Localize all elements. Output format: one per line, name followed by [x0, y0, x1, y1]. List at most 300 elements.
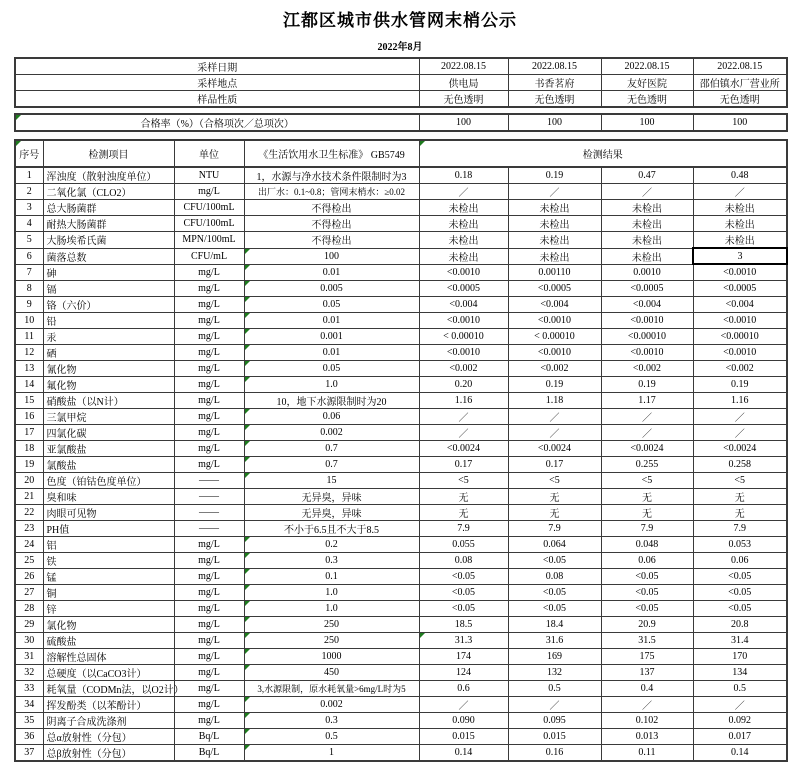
info-value: 2022.08.15 — [601, 58, 693, 75]
cell-index: 27 — [15, 584, 43, 600]
info-label: 采样日期 — [15, 58, 419, 75]
cell-standard: 250 — [244, 616, 419, 632]
table-row — [15, 664, 787, 680]
cell-value: <0.002 — [508, 360, 601, 376]
cell-unit: —— — [174, 472, 244, 488]
cell-value: <0.0024 — [419, 440, 508, 456]
cell-value: 0.258 — [693, 456, 787, 472]
cell-item: 三氯甲烷 — [43, 408, 174, 424]
cell-standard: 不得检出 — [244, 216, 419, 232]
table-row — [15, 616, 787, 632]
cell-value: ／ — [693, 696, 787, 712]
cell-value: <0.00010 — [601, 328, 693, 344]
cell-value: 0.47 — [601, 167, 693, 184]
cell-value: <0.0010 — [419, 312, 508, 328]
table-row — [15, 264, 787, 280]
cell-unit: —— — [174, 520, 244, 536]
cell-value: ／ — [419, 184, 508, 200]
table-row — [15, 360, 787, 376]
cell-item: PH值 — [43, 520, 174, 536]
cell-item: 硝酸盐（以N计） — [43, 392, 174, 408]
cell-value: 未检出 — [693, 200, 787, 216]
cell-value: 1.17 — [601, 392, 693, 408]
header-unit: 单位 — [174, 140, 244, 167]
info-value: 无色透明 — [508, 91, 601, 108]
cell-standard: 0.3 — [244, 552, 419, 568]
cell-value: <5 — [601, 472, 693, 488]
cell-unit: mg/L — [174, 552, 244, 568]
cell-index: 26 — [15, 568, 43, 584]
cell-value: ／ — [601, 424, 693, 440]
cell-index: 10 — [15, 312, 43, 328]
table-row — [15, 376, 787, 392]
cell-value: 7.9 — [693, 520, 787, 536]
cell-value: 0.015 — [508, 728, 601, 744]
cell-value: 未检出 — [601, 216, 693, 232]
table-row — [15, 744, 787, 761]
cell-value: 20.8 — [693, 616, 787, 632]
cell-standard: 0.01 — [244, 264, 419, 280]
cell-standard: 0.005 — [244, 280, 419, 296]
cell-item: 砷 — [43, 264, 174, 280]
cell-unit: CFU/100mL — [174, 200, 244, 216]
cell-value: 无 — [693, 488, 787, 504]
cell-item: 氟化物 — [43, 376, 174, 392]
cell-index: 4 — [15, 216, 43, 232]
cell-value: 0.06 — [601, 552, 693, 568]
cell-value: 18.4 — [508, 616, 601, 632]
cell-value: 未检出 — [419, 200, 508, 216]
cell-item: 臭和味 — [43, 488, 174, 504]
cell-index: 7 — [15, 264, 43, 280]
table-row — [15, 536, 787, 552]
cell-item: 镉 — [43, 280, 174, 296]
info-value: 友好医院 — [601, 75, 693, 91]
pass-rate-value: 100 — [601, 114, 693, 131]
cell-value: 7.9 — [601, 520, 693, 536]
cell-value: 无 — [508, 488, 601, 504]
cell-value: 0.053 — [693, 536, 787, 552]
cell-item: 总β放射性（分包） — [43, 744, 174, 761]
table-row — [15, 568, 787, 584]
cell-value: ／ — [419, 408, 508, 424]
pass-rate-value: 100 — [419, 114, 508, 131]
cell-value: 0.19 — [693, 376, 787, 392]
table-row — [15, 200, 787, 216]
cell-value: 1.16 — [419, 392, 508, 408]
table-row — [15, 440, 787, 456]
cell-value: <0.05 — [508, 600, 601, 616]
cell-standard: 不小于6.5且不大于8.5 — [244, 520, 419, 536]
cell-value: <0.05 — [601, 568, 693, 584]
cell-unit: Bq/L — [174, 728, 244, 744]
cell-item: 肉眼可见物 — [43, 504, 174, 520]
cell-item: 铅 — [43, 312, 174, 328]
cell-value: 未检出 — [419, 248, 508, 264]
cell-value: 7.9 — [508, 520, 601, 536]
cell-value: 0.5 — [693, 680, 787, 696]
cell-value: 0.20 — [419, 376, 508, 392]
cell-index: 20 — [15, 472, 43, 488]
cell-value: <0.00010 — [693, 328, 787, 344]
cell-unit: mg/L — [174, 408, 244, 424]
cell-index: 15 — [15, 392, 43, 408]
cell-value: 0.08 — [419, 552, 508, 568]
info-row — [15, 58, 787, 75]
cell-item: 氰化物 — [43, 360, 174, 376]
cell-value: 未检出 — [508, 216, 601, 232]
cell-value: 0.11 — [601, 744, 693, 761]
cell-value: 0.048 — [601, 536, 693, 552]
cell-index: 29 — [15, 616, 43, 632]
cell-item: 氯化物 — [43, 616, 174, 632]
table-row — [15, 520, 787, 536]
cell-standard: 0.7 — [244, 456, 419, 472]
cell-item: 色度（铂钴色度单位） — [43, 472, 174, 488]
cell-index: 34 — [15, 696, 43, 712]
sampling-info-body — [15, 58, 787, 107]
cell-value: 0.19 — [508, 167, 601, 184]
cell-unit: mg/L — [174, 360, 244, 376]
cell-unit: mg/L — [174, 696, 244, 712]
cell-item: 铝 — [43, 536, 174, 552]
cell-item: 浑浊度（散射浊度单位） — [43, 167, 174, 184]
cell-unit: mg/L — [174, 712, 244, 728]
cell-value: ／ — [693, 424, 787, 440]
cell-unit: mg/L — [174, 568, 244, 584]
table-row — [15, 696, 787, 712]
pass-rate-table — [14, 113, 788, 132]
table-row — [15, 296, 787, 312]
info-value: 邵伯镇水厂营业所 — [693, 75, 787, 91]
pass-rate-label: 合格率（%）（合格项次／总项次） — [15, 114, 419, 131]
cell-index: 9 — [15, 296, 43, 312]
table-row — [15, 184, 787, 200]
cell-index: 6 — [15, 248, 43, 264]
cell-standard: 0.5 — [244, 728, 419, 744]
cell-value: 无 — [601, 504, 693, 520]
cell-standard: 不得检出 — [244, 232, 419, 249]
cell-index: 28 — [15, 600, 43, 616]
cell-standard: 1 — [244, 744, 419, 761]
cell-index: 11 — [15, 328, 43, 344]
table-row — [15, 712, 787, 728]
cell-index: 23 — [15, 520, 43, 536]
table-row — [15, 632, 787, 648]
cell-item: 耗氧量（CODMn法，以O2计） — [43, 680, 174, 696]
cell-standard: 0.01 — [244, 312, 419, 328]
cell-value: 0.0010 — [601, 264, 693, 280]
table-row — [15, 232, 787, 249]
cell-value: 174 — [419, 648, 508, 664]
cell-standard: 0.05 — [244, 360, 419, 376]
cell-value: <0.004 — [693, 296, 787, 312]
cell-standard: 无异臭，异味 — [244, 504, 419, 520]
cell-unit: mg/L — [174, 184, 244, 200]
cell-unit: mg/L — [174, 440, 244, 456]
cell-value: <0.0024 — [601, 440, 693, 456]
info-value: 无色透明 — [419, 91, 508, 108]
cell-value: <0.0005 — [601, 280, 693, 296]
cell-value: 31.5 — [601, 632, 693, 648]
cell-value: 未检出 — [508, 232, 601, 249]
cell-value: ／ — [419, 424, 508, 440]
cell-unit: mg/L — [174, 536, 244, 552]
cell-value: <0.004 — [601, 296, 693, 312]
cell-item: 硫酸盐 — [43, 632, 174, 648]
cell-value: 未检出 — [693, 232, 787, 249]
cell-value: <5 — [693, 472, 787, 488]
cell-standard: 100 — [244, 248, 419, 264]
cell-standard: 1，水源与净水技术条件限制时为3 — [244, 167, 419, 184]
cell-value: <5 — [419, 472, 508, 488]
cell-standard: 0.002 — [244, 696, 419, 712]
cell-value: 18.5 — [419, 616, 508, 632]
cell-value: 169 — [508, 648, 601, 664]
cell-unit: mg/L — [174, 616, 244, 632]
cell-standard: 0.001 — [244, 328, 419, 344]
cell-value: 0.17 — [508, 456, 601, 472]
cell-item: 大肠埃希氏菌 — [43, 232, 174, 249]
info-value: 书香茗府 — [508, 75, 601, 91]
cell-unit: NTU — [174, 167, 244, 184]
cell-item: 总α放射性（分包） — [43, 728, 174, 744]
cell-value: 31.3 — [419, 632, 508, 648]
table-row — [15, 167, 787, 184]
cell-value: 未检出 — [601, 200, 693, 216]
cell-item: 耐热大肠菌群 — [43, 216, 174, 232]
cell-index: 22 — [15, 504, 43, 520]
cell-value: 0.064 — [508, 536, 601, 552]
cell-unit: mg/L — [174, 648, 244, 664]
cell-standard: 1000 — [244, 648, 419, 664]
table-row — [15, 472, 787, 488]
header-results: 检测结果 — [419, 140, 787, 167]
cell-unit: mg/L — [174, 584, 244, 600]
cell-index: 2 — [15, 184, 43, 200]
cell-value: 无 — [508, 504, 601, 520]
cell-standard: 出厂水：0.1~0.8；管网末梢水：≥0.02 — [244, 184, 419, 200]
cell-index: 31 — [15, 648, 43, 664]
sampling-info-table — [14, 57, 788, 108]
table-row — [15, 488, 787, 504]
cell-index: 30 — [15, 632, 43, 648]
cell-value: 20.9 — [601, 616, 693, 632]
cell-value: 无 — [693, 504, 787, 520]
pass-rate-value: 100 — [693, 114, 787, 131]
cell-value: 3 — [693, 248, 787, 264]
cell-index: 3 — [15, 200, 43, 216]
table-row — [15, 680, 787, 696]
cell-value: ／ — [508, 408, 601, 424]
table-row — [15, 600, 787, 616]
cell-standard: 10，地下水源限制时为20 — [244, 392, 419, 408]
cell-unit: —— — [174, 504, 244, 520]
cell-value: 无 — [419, 504, 508, 520]
cell-value: <0.0005 — [419, 280, 508, 296]
info-row — [15, 75, 787, 91]
cell-item: 铜 — [43, 584, 174, 600]
cell-standard: 3,水源限制，原水耗氧量>6mg/L时为5 — [244, 680, 419, 696]
page-subtitle: 2022年8月 — [377, 42, 423, 53]
cell-value: 0.19 — [601, 376, 693, 392]
pass-rate-value: 100 — [508, 114, 601, 131]
cell-value: <0.002 — [601, 360, 693, 376]
header-standard: 《生活饮用水卫生标准》 GB5749 — [244, 140, 419, 167]
cell-value: <0.002 — [419, 360, 508, 376]
table-row — [15, 584, 787, 600]
cell-index: 24 — [15, 536, 43, 552]
cell-value: ／ — [508, 696, 601, 712]
cell-value: <0.0010 — [419, 344, 508, 360]
cell-value: <0.05 — [601, 584, 693, 600]
cell-value: <0.0010 — [693, 312, 787, 328]
cell-standard: 0.2 — [244, 536, 419, 552]
info-value: 无色透明 — [601, 91, 693, 108]
info-value: 无色透明 — [693, 91, 787, 108]
cell-value: <0.0010 — [693, 264, 787, 280]
cell-value: 未检出 — [508, 200, 601, 216]
cell-standard: 0.3 — [244, 712, 419, 728]
cell-value: <0.0010 — [508, 312, 601, 328]
table-row — [15, 424, 787, 440]
cell-unit: mg/L — [174, 632, 244, 648]
cell-value: ／ — [508, 424, 601, 440]
cell-item: 锌 — [43, 600, 174, 616]
cell-value: <0.0005 — [508, 280, 601, 296]
cell-unit: CFU/100mL — [174, 216, 244, 232]
main-table — [14, 139, 788, 762]
cell-value: 137 — [601, 664, 693, 680]
cell-value: <0.0024 — [693, 440, 787, 456]
cell-standard: 1.0 — [244, 600, 419, 616]
cell-value: 0.17 — [419, 456, 508, 472]
cell-unit: Bq/L — [174, 744, 244, 761]
cell-value: ／ — [419, 696, 508, 712]
cell-value: < 0.00010 — [508, 328, 601, 344]
table-row — [15, 344, 787, 360]
cell-value: 132 — [508, 664, 601, 680]
info-row — [15, 91, 787, 108]
cell-standard: 15 — [244, 472, 419, 488]
cell-value: 0.19 — [508, 376, 601, 392]
cell-value: 0.06 — [693, 552, 787, 568]
table-row — [15, 280, 787, 296]
header-item: 检测项目 — [43, 140, 174, 167]
cell-value: 31.6 — [508, 632, 601, 648]
cell-value: < 0.00010 — [419, 328, 508, 344]
cell-standard: 250 — [244, 632, 419, 648]
cell-standard: 0.7 — [244, 440, 419, 456]
cell-value: 0.013 — [601, 728, 693, 744]
cell-standard: 0.06 — [244, 408, 419, 424]
cell-value: 31.4 — [693, 632, 787, 648]
cell-value: 0.6 — [419, 680, 508, 696]
cell-value: 0.08 — [508, 568, 601, 584]
cell-value: <0.0024 — [508, 440, 601, 456]
cell-value: <0.05 — [419, 584, 508, 600]
cell-standard: 1.0 — [244, 376, 419, 392]
cell-standard: 0.01 — [244, 344, 419, 360]
cell-index: 25 — [15, 552, 43, 568]
cell-value: 0.090 — [419, 712, 508, 728]
cell-item: 菌落总数 — [43, 248, 174, 264]
cell-value: 0.14 — [419, 744, 508, 761]
page-title: 江都区城市供水管网末梢公示 — [283, 11, 517, 30]
cell-value: <0.05 — [601, 600, 693, 616]
cell-unit: mg/L — [174, 312, 244, 328]
table-row — [15, 728, 787, 744]
cell-unit: mg/L — [174, 328, 244, 344]
info-value: 2022.08.15 — [419, 58, 508, 75]
cell-value: 0.015 — [419, 728, 508, 744]
table-row — [15, 216, 787, 232]
cell-value: 0.00110 — [508, 264, 601, 280]
cell-unit: mg/L — [174, 296, 244, 312]
cell-unit: MPN/100mL — [174, 232, 244, 249]
cell-value: <0.05 — [693, 600, 787, 616]
cell-index: 1 — [15, 167, 43, 184]
cell-value: 0.5 — [508, 680, 601, 696]
info-value: 2022.08.15 — [693, 58, 787, 75]
cell-value: ／ — [693, 184, 787, 200]
cell-value: 1.18 — [508, 392, 601, 408]
cell-standard: 不得检出 — [244, 200, 419, 216]
cell-item: 二氧化氯（CLO2） — [43, 184, 174, 200]
cell-standard: 无异臭，异味 — [244, 488, 419, 504]
cell-value: 0.095 — [508, 712, 601, 728]
cell-value: ／ — [508, 184, 601, 200]
cell-value: 7.9 — [419, 520, 508, 536]
cell-value: 0.18 — [419, 167, 508, 184]
cell-value: 0.48 — [693, 167, 787, 184]
table-row — [15, 456, 787, 472]
cell-index: 5 — [15, 232, 43, 249]
cell-value: <0.002 — [693, 360, 787, 376]
cell-standard: 450 — [244, 664, 419, 680]
table-row — [15, 408, 787, 424]
cell-index: 21 — [15, 488, 43, 504]
header-index: 序号 — [15, 140, 43, 167]
cell-value: 0.16 — [508, 744, 601, 761]
cell-index: 16 — [15, 408, 43, 424]
cell-value: <0.004 — [419, 296, 508, 312]
cell-value: 无 — [601, 488, 693, 504]
cell-unit: mg/L — [174, 392, 244, 408]
info-label: 样品性质 — [15, 91, 419, 108]
cell-index: 12 — [15, 344, 43, 360]
cell-value: <0.05 — [419, 600, 508, 616]
cell-value: <0.05 — [693, 568, 787, 584]
cell-value: 0.092 — [693, 712, 787, 728]
cell-unit: mg/L — [174, 264, 244, 280]
table-row — [15, 248, 787, 264]
cell-item: 硒 — [43, 344, 174, 360]
cell-unit: —— — [174, 488, 244, 504]
cell-value: 未检出 — [601, 232, 693, 249]
cell-unit: CFU/mL — [174, 248, 244, 264]
cell-item: 总大肠菌群 — [43, 200, 174, 216]
cell-value: ／ — [601, 184, 693, 200]
cell-value: <0.0010 — [693, 344, 787, 360]
cell-value: <5 — [508, 472, 601, 488]
cell-item: 挥发酚类（以苯酚计） — [43, 696, 174, 712]
cell-value: 0.4 — [601, 680, 693, 696]
cell-value: <0.0005 — [693, 280, 787, 296]
cell-index: 13 — [15, 360, 43, 376]
cell-index: 17 — [15, 424, 43, 440]
cell-index: 35 — [15, 712, 43, 728]
